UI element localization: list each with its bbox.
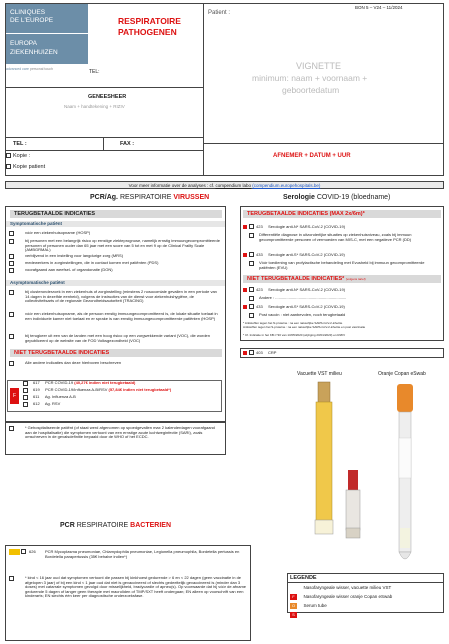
test-row-619 [33, 388, 171, 393]
logo-line-1: CLINIQUES [10, 9, 46, 16]
sero-reimb-row-4: Vóór toediening van profylactische behandeling met Evusheld bij immuun gecompromitteerde patiënten (EVU) [259, 260, 425, 270]
form-title-line2: PATHOGENEN [118, 27, 177, 37]
bacteria-name: PCR Mycoplasma pneumoniae, Chlamydophila pneumoniae, Legionella pneumophila, Bordetella pertussis en Bordetella parapertussis (35€ behalve indien*) [45, 549, 240, 559]
logo [6, 4, 88, 64]
sero-nonreimb-row-3 [256, 305, 441, 310]
bact-title-p2: RESPIRATOIRE [76, 522, 129, 529]
sympt-checkbox-5[interactable] [9, 268, 14, 273]
left-title-p1: PCR/Ag. [90, 194, 118, 201]
sero-postvac-checkbox[interactable] [249, 313, 254, 318]
sero-checkbox-423[interactable] [249, 224, 254, 229]
test-checkbox-611[interactable] [23, 395, 28, 400]
sympt-checkbox-1[interactable] [9, 231, 14, 236]
sero-reimb-header: TERUGBETAALDE INDICATIES (MAX 2x/6m)* [243, 210, 441, 218]
left-section-title [90, 194, 209, 201]
crp-checkbox[interactable] [249, 350, 254, 355]
legend-title: LEGENDE [290, 575, 317, 581]
kopie-patient-checkbox[interactable] [6, 164, 11, 169]
sero-checkbox-433[interactable] [249, 252, 254, 257]
afnemer-top-line [203, 143, 444, 144]
tube-marker-f: F [10, 388, 19, 404]
right-section-title [283, 194, 390, 201]
sympt-item-1: vóór een ziekenhuisopname (HOSP) [25, 230, 91, 235]
sero-reimb-row-2: Differentiële diagnose in uitzonderlijke situaties op ziekenhuisniveau, zoals bij immuun gecompromitteerde personen of vermoeden van MIS-C, met een negatieve PCR (DD) [259, 232, 412, 242]
sympt-item-5: voorafgaand aan weefsel- of organdonatie (DON) [25, 267, 113, 272]
tube-marker-o [9, 549, 20, 555]
nonreimb-footnote: * Gehospitaliseerde patiënt (of staat werd afgenomen op spoedgevallen max 2 kalenderdagen voorafgaand aan de hospitalisatie) die symptomen vertoont van een ernstige acute luchtweginfectie (SARI), zoals omschreven in de gevalsdefinitie bepaald door de WHO of het ECDC. [25, 425, 215, 440]
logo-line-4: ZIEKENHUIZEN [10, 49, 58, 56]
left-title-p2: RESPIRATOIRE [119, 194, 172, 201]
sero-nonreimb-row-1 [256, 288, 441, 293]
legend-rule [287, 582, 444, 583]
sero-nonreimb-title: NIET TERUGBETAALDE INDICATIES* [247, 276, 345, 282]
kopie-patient-label: Kopie patient [13, 164, 46, 170]
sero-nr-checkbox-423[interactable] [249, 287, 254, 292]
legend-swatch-o: O [291, 603, 296, 608]
bacteria-footnote-checkbox[interactable] [9, 576, 14, 581]
test-name: Ag. RSV [44, 401, 61, 406]
sero-marker-s1 [243, 225, 247, 229]
test-row-612 [33, 402, 60, 407]
physician-divider [5, 87, 203, 88]
vignette-title: VIGNETTE [296, 61, 342, 71]
asympt-checkbox-3[interactable] [9, 334, 14, 339]
right-title-p2: COVID-19 (bloedname) [316, 194, 391, 201]
sympt-item-3: verblijvend in een instelling voor langdurige zorg (MRS) [25, 253, 124, 258]
header-vertical-divider [203, 3, 204, 176]
sero-reimb-row-1 [256, 225, 441, 230]
reimbursed-header: TERUGBETAALDE INDICATIES [10, 210, 222, 218]
sero-code: 433 [256, 252, 263, 257]
right-title-p1: Serologie [283, 194, 315, 201]
tube-left-label: Vacuette VST milieu [297, 371, 342, 377]
kopie-checkbox[interactable] [6, 153, 11, 158]
sero-name: Serologie anti-S* SARS-CoV-2 (COVID-19) [268, 252, 345, 257]
legend-label: Nasofaryngeale wisser, vacuette milieu VST [303, 585, 392, 590]
tel2-label: TEL : [13, 141, 27, 147]
legend-row-3 [290, 603, 327, 621]
asympt-checkbox-2[interactable] [9, 312, 14, 317]
footnote-checkbox[interactable] [9, 426, 14, 431]
info-bar [5, 181, 444, 189]
legend-swatch-f: F [290, 594, 297, 600]
copan-eswab-image [385, 378, 425, 578]
test-code: 611 [33, 394, 40, 399]
legend-label: Serum tube [303, 603, 327, 608]
physician-label: GENEESHEER [88, 94, 127, 100]
sero-nonreimb-row-2: Andere : ................................................................ [259, 295, 347, 300]
sympt-header: Symptomatische patiënt [6, 221, 225, 227]
test-price: (57,84€ indien niet terugbetaald*) [108, 387, 172, 392]
logo-divider [6, 33, 88, 34]
sero-nonreimb-header [243, 275, 441, 283]
tel-label: TEL: [89, 69, 100, 75]
test-code: 617 [33, 380, 40, 385]
sero-footnote-3: * Cf. Indicatie in het KB n°30 van 13/05/2020 (wijziging 20/01/2023) en RIZIV [243, 333, 346, 337]
bact-title-p3: BACTERIEN [130, 522, 172, 529]
bacteria-code: 626 [29, 549, 36, 554]
sero-marker-s2 [243, 253, 247, 257]
bact-title-p1: PCR [60, 522, 75, 529]
legend-swatch-s: S [290, 612, 297, 618]
tel-fax-sep [103, 137, 104, 150]
asympt-item-2: vóór een ziekenhuisopname, als de persoon ernstig immuungecompromitteerd is, de lokale situatie toelaat in een individuele kamer niet toelaat en er sprake is van ernstig immuungecompromitteerde patiënten (HOSP) [25, 311, 218, 321]
crp-label: CRP [268, 350, 277, 355]
sympt-item-2: bij personen met een belangrijk risico op ernstige ziekteprognose, namelijk ernstig immuungecompromitteerde personen of personen ouder dan 65 jaar met een score van 5 tot en met 9 op de Clinical Frailty Scale (AMBGRMAL) [25, 238, 220, 253]
logo-line-3: EUROPA [10, 40, 37, 47]
sero-name: Serologie anti-S* SARS-CoV-2 (COVID-19) [268, 304, 345, 309]
test-name: Ag. Influenza A-B [44, 394, 76, 399]
sero-code: 433 [256, 304, 263, 309]
sympt-checkbox-3[interactable] [9, 254, 14, 259]
info-url[interactable]: (compendium.europehospitals.be) [252, 183, 321, 188]
sero-andere-checkbox[interactable] [249, 296, 254, 301]
tube-right-label: Oranje Copan eSwab [378, 371, 426, 377]
nonreimb-item: Alle andere indicaties dan deze hierboven beschreven [25, 360, 122, 365]
asympt-checkbox-1[interactable] [9, 290, 14, 295]
test-name: PCR COVID-19/Influenza A-B/RSV [45, 387, 108, 392]
crp-marker-s [243, 351, 247, 355]
sympt-item-4: medewerkers in zorginstellingen, die in contact komen met patiënten (PDS) [25, 260, 159, 265]
asympt-item-1: bij clusteronderzoek in een ziekenhuis of zorginstelling (minstens 2 nosocomiale gevallen in een periode van 14 dagen in dezelfde eenheid), volgens de instructies van de dienst voor ziekenhuishygiëne, de collectiviteitsarts of de regionale Gezondheidsautoriteit (TRACING) [25, 289, 217, 304]
sympt-checkbox-2[interactable] [9, 239, 14, 244]
test-code: 612 [33, 401, 40, 406]
test-checkbox-617[interactable] [23, 381, 28, 386]
sero-footnote-1: * Antistoffen tegen het N-proteïne : na een natuurlijke SARS-CoV-2-infectie [243, 321, 343, 325]
info-link[interactable]: compendium labo [215, 183, 252, 188]
test-checkbox-612[interactable] [23, 402, 28, 407]
sero-marker-s3 [243, 288, 247, 292]
nonreimbursed-header: NIET TERUGBETAALDE INDICATIES [10, 349, 222, 357]
vignette-line1: minimum: naam + voornaam + [252, 73, 368, 83]
left-title-p3: VIRUSSEN [173, 194, 210, 201]
tel-fax-row-top [5, 137, 203, 138]
asympt-header: Asymptomatische patiënt [6, 280, 225, 286]
sero-footnote-2: Antistoffen tegen het S-proteïne : na een natuurlijke SARS-CoV-2-infectie en post vaccinatie [243, 325, 366, 329]
crp-code: 403 [256, 350, 263, 355]
form-title-line1: RESPIRATOIRE [118, 16, 181, 26]
sero-code: 423 [256, 224, 263, 229]
test-name: PCR COVID-19 [45, 380, 74, 385]
sero-nr-checkbox-433[interactable] [249, 304, 254, 309]
bacteria-footnote: * kind < 16 jaar oud dat symptomen vertoont die passen bij kinkhoest gedurende > 6 en < 22 dagen (geen vaccinatie in de afgelopen 3 jaar) of bij een kind < 1 jaar oud dat niet is gevaccineerd of slechts gedeeltelijk gevaccineerd is (minder dan 3 doses) met catarrale symptomen gevolgd door misselijkheid, bradycardie of apneu(s). Op voorwaarde dat hij vóór de afname gedurende 5 dagen of langer geen therapie met macroliden of TMP/SXT heeft ondergaan; EN alleen op voorschrift van een kinderarts; EN slechts één keer per diagnostische onderzoeksfase. [25, 575, 246, 599]
sero-reimb-row-3 [256, 253, 441, 258]
test-checkbox-619[interactable] [23, 388, 28, 393]
sero-evu-checkbox[interactable] [249, 261, 254, 266]
sero-nonreimb-row-4: Post vaccin : niet aanbevolen, noch terugbetaald [259, 312, 346, 317]
bacteria-checkbox[interactable] [21, 549, 26, 554]
sero-name: Serologie anti-N* SARS-CoV-2 (COVID-19) [268, 287, 346, 292]
physician-hint: Naam + handtekening + RIZIV [64, 104, 125, 109]
nonreimb-checkbox[interactable] [9, 361, 14, 366]
tel-fax-row-bottom [5, 150, 203, 151]
bacteria-section-title [60, 522, 171, 529]
sero-marker-s4 [243, 305, 247, 309]
sero-dd-checkbox[interactable] [249, 233, 254, 238]
patient-label: Patient : [208, 10, 231, 16]
sero-nonreimb-note: (volgens tarief) [345, 277, 366, 281]
sympt-checkbox-4[interactable] [9, 261, 14, 266]
test-price: (40,27€ indien niet terugbetaald) [74, 380, 136, 385]
asympt-item-3: bij terugkeer uit een van de landen met een hoog risico op een zorgwekkende variant (VOC), die worden gepubliceerd op de website van de FOD Volksgezondheid (VOC) [25, 333, 210, 343]
logo-line-2: DE L'EUROPE [10, 17, 54, 24]
afnemer-label: AFNEMER + DATUM + UUR [273, 153, 351, 159]
kopie-label: Kopie : [13, 153, 31, 159]
vacuette-tube-image [300, 380, 380, 570]
test-row-611 [33, 395, 76, 400]
fax-label: FAX : [120, 141, 135, 147]
vignette-line2: geboortedatum [282, 85, 340, 95]
test-code: 619 [33, 387, 40, 392]
sero-name: Serologie anti-N* SARS-CoV-2 (COVID-19) [268, 224, 346, 229]
logo-footer-right: personal touch [30, 67, 53, 71]
logo-footer-left: advanced care [6, 67, 29, 71]
sero-code: 423 [256, 287, 263, 292]
doc-code: BON 5 – V24 – 11/2024 [355, 5, 403, 10]
info-text: Voor meer informatie over de analyses : cf. [128, 183, 215, 188]
legend-label: Nasofaryngeale wisser oranje Copan eSwab [303, 594, 393, 599]
test-row-617 [33, 381, 135, 386]
